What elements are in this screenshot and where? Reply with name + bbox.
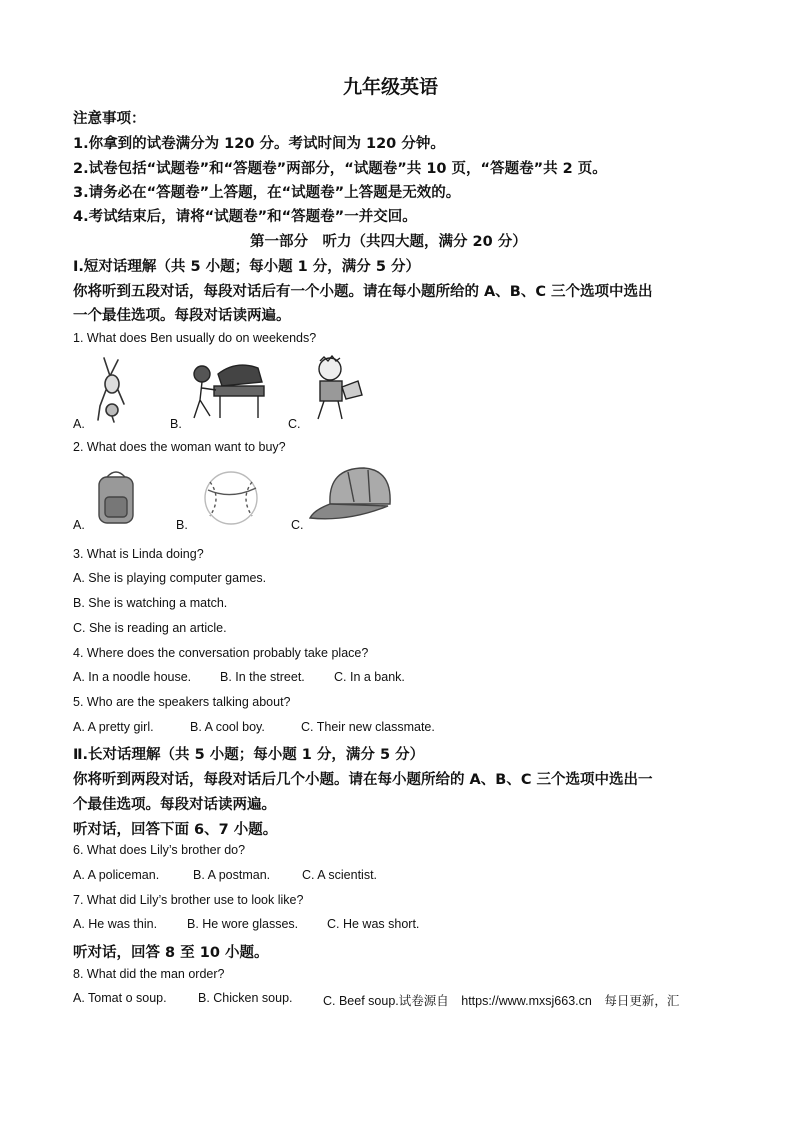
section-heading: Ⅱ.长对话理解（共 5 小题；每小题 1 分，满分 5 分）	[73, 747, 425, 763]
option-text: A. She is playing computer games.	[73, 571, 267, 585]
section-instruction: 你将听到五段对话，每段对话后有一个小题。请在每小题所给的 A、B、C 三个选项中选出	[73, 284, 653, 300]
notice-heading: 注意事项：	[73, 111, 146, 127]
option-label: A.	[73, 417, 85, 431]
section-instruction: 你将听到两段对话，每段对话后几个小题。请在每小题所给的 A、B、C 三个选项中选出一	[73, 772, 653, 788]
option-text: B. He wore glasses.	[187, 917, 299, 931]
backpack-icon	[95, 467, 137, 527]
option-text: C. She is reading an article.	[73, 621, 227, 635]
question-8: 8. What did the man order?	[73, 967, 225, 981]
question-2: 2. What does the woman want to buy?	[73, 440, 286, 454]
option-text: A. Tomat o soup.	[73, 991, 167, 1005]
notice-item: 2.试卷包括“试题卷”和“答题卷”两部分，“试题卷”共 10 页，“答题卷”共 2 页。	[73, 161, 607, 177]
baseball-icon	[198, 470, 264, 526]
question-5: 5. Who are the speakers talking about?	[73, 695, 291, 709]
option-text: C. Beef soup.试卷源自 https://www.mxsj663.cn 每日更新，汇	[323, 994, 680, 1008]
piano-icon	[188, 360, 270, 422]
cap-icon	[308, 464, 396, 522]
option-text: A. A pretty girl.	[73, 720, 154, 734]
option-text: B. In the street.	[220, 670, 305, 684]
option-text: C. He was short.	[327, 917, 420, 931]
question-4: 4. Where does the conversation probably take place?	[73, 646, 369, 660]
option-text: C. In a bank.	[334, 670, 405, 684]
option-text: B. Chicken soup.	[198, 991, 293, 1005]
question-7: 7. What did Lily’s brother use to look like?	[73, 893, 304, 907]
option-label: C.	[288, 417, 301, 431]
question-1: 1. What does Ben usually do on weekends?	[73, 331, 317, 345]
section-instruction: 一个最佳选项。每段对话读两遍。	[73, 308, 291, 324]
dancer-icon	[92, 354, 132, 424]
page-title: 九年级英语	[343, 76, 439, 98]
reading-boy-icon	[306, 355, 366, 425]
option-text: A. A policeman.	[73, 868, 160, 882]
part-heading: 第一部分 听力（共四大题，满分 20 分）	[250, 234, 527, 250]
option-label: B.	[176, 518, 188, 532]
option-text: B. She is watching a match.	[73, 596, 228, 610]
option-text: A. He was thin.	[73, 917, 158, 931]
option-label: C.	[291, 518, 304, 532]
question-3: 3. What is Linda doing?	[73, 547, 204, 561]
option-text: B. A cool boy.	[190, 720, 265, 734]
section-heading: I.短对话理解（共 5 小题；每小题 1 分，满分 5 分）	[73, 259, 420, 275]
notice-item: 1.你拿到的试卷满分为 120 分。考试时间为 120 分钟。	[73, 136, 445, 152]
group-heading: 听对话，回答下面 6、7 小题。	[73, 822, 278, 838]
option-text: B. A postman.	[193, 868, 271, 882]
option-label: A.	[73, 518, 85, 532]
option-text: C. Their new classmate.	[301, 720, 435, 734]
notice-item: 4.考试结束后，请将“试题卷”和“答题卷”一并交回。	[73, 209, 417, 225]
section-instruction: 个最佳选项。每段对话读两遍。	[73, 797, 276, 813]
option-label: B.	[170, 417, 182, 431]
notice-item: 3.请务必在“答题卷”上答题，在“试题卷”上答题是无效的。	[73, 185, 461, 201]
group-heading: 听对话，回答 8 至 10 小题。	[73, 945, 269, 961]
option-text: C. A scientist.	[302, 868, 378, 882]
question-6: 6. What does Lily’s brother do?	[73, 843, 246, 857]
option-text: A. In a noodle house.	[73, 670, 192, 684]
